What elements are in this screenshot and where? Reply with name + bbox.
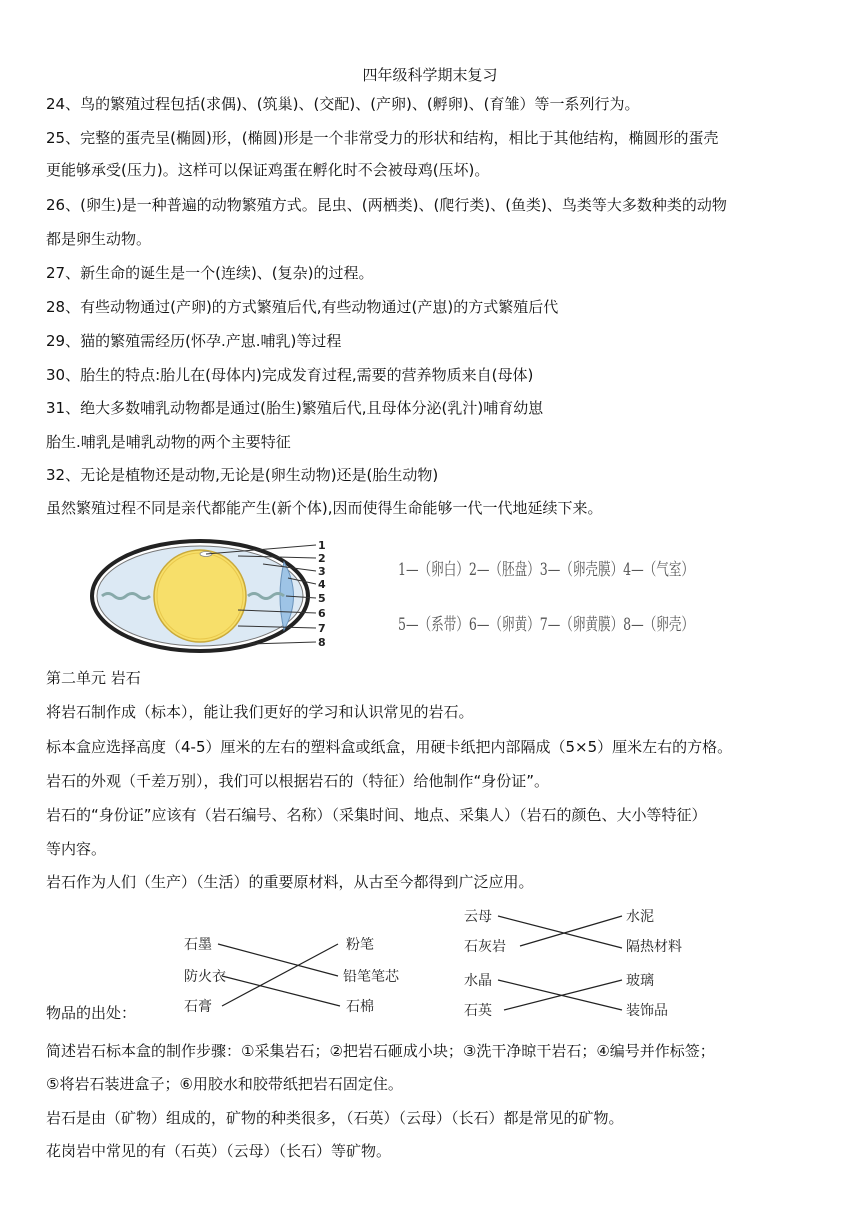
egg-number-label: 1 bbox=[318, 539, 326, 552]
match-item: 粉笔 bbox=[346, 937, 374, 953]
egg-number-label: 2 bbox=[318, 552, 326, 565]
text-line: 胎生.哺乳是哺乳动物的两个主要特征 bbox=[46, 433, 291, 451]
text-line: 花岗岩中常见的有（石英）（云母）（长石）等矿物。 bbox=[46, 1142, 392, 1160]
egg-number-label: 8 bbox=[318, 636, 326, 649]
egg-legend-row: 1—（卵白）2—（胚盘）3—（卵壳膜）4—（气室） bbox=[398, 560, 694, 580]
text-line: 25、完整的蛋壳呈(椭圆)形，(椭圆)形是一个非常受力的形状和结构，相比于其他结构，椭圆形的蛋壳 bbox=[46, 129, 719, 147]
match-item: 石棉 bbox=[346, 999, 374, 1015]
match-item: 装饰品 bbox=[626, 1003, 668, 1019]
text-line: 岩石是由（矿物）组成的，矿物的种类很多，（石英）（云母）（长石）都是常见的矿物。 bbox=[46, 1109, 624, 1127]
text-line: ⑤将岩石装进盒子；⑥用胶水和胶带纸把岩石固定住。 bbox=[46, 1075, 403, 1093]
egg-yolk bbox=[154, 550, 246, 642]
egg-number-label: 7 bbox=[318, 622, 326, 635]
text-line: 31、绝大多数哺乳动物都是通过(胎生)繁殖后代,且母体分泌(乳汁)哺育幼崽 bbox=[46, 399, 544, 417]
text-line: 标本盒应选择高度（4-5）厘米的左右的塑料盒或纸盒，用硬卡纸把内部隔成（5×5）厘米左右的方格。 bbox=[46, 738, 733, 756]
text-line: 等内容。 bbox=[46, 840, 107, 858]
text-line: 30、胎生的特点:胎儿在(母体内)完成发育过程,需要的营养物质来自(母体) bbox=[46, 366, 534, 384]
match-item: 隔热材料 bbox=[626, 939, 682, 955]
match-item: 石膏 bbox=[184, 999, 212, 1015]
match-item: 石英 bbox=[464, 1003, 492, 1019]
text-line: 32、无论是植物还是动物,无论是(卵生动物)还是(胎生动物) bbox=[46, 466, 439, 484]
match-item: 水泥 bbox=[626, 909, 654, 925]
text-line: 27、新生命的诞生是一个(连续)、(复杂)的过程。 bbox=[46, 264, 374, 282]
text-line: 26、(卵生)是一种普遍的动物繁殖方式。昆虫、(两栖类)、(爬行类)、(鱼类)、鸟类等大多数种类的动物 bbox=[46, 196, 727, 214]
egg-legend bbox=[398, 550, 708, 640]
text-line: 24、鸟的繁殖过程包括(求偶)、(筑巢)、(交配)、(产卵)、(孵卵)、(育雏）等一系列行为。 bbox=[46, 95, 640, 113]
section-heading: 第二单元 岩石 bbox=[46, 669, 141, 687]
egg-number-label: 3 bbox=[318, 565, 326, 578]
page-title: 四年级科学期末复习 bbox=[362, 66, 498, 84]
egg-structure-diagram bbox=[88, 534, 338, 660]
matching-diagram-left bbox=[178, 928, 408, 1020]
text-line: 岩石的外观（千差万别），我们可以根据岩石的（特征）给他制作“身份证”。 bbox=[46, 772, 550, 790]
egg-number-label: 6 bbox=[318, 607, 326, 620]
text-line: 更能够承受(压力)。这样可以保证鸡蛋在孵化时不会被母鸡(压坏)。 bbox=[46, 161, 490, 179]
match-item: 石墨 bbox=[184, 937, 212, 953]
text-line: 简述岩石标本盒的制作步骤：①采集岩石；②把岩石砸成小块；③洗干净晾干岩石；④编号并作标签； bbox=[46, 1042, 715, 1060]
text-line: 29、猫的繁殖需经历(怀孕.产崽.哺乳)等过程 bbox=[46, 332, 342, 350]
match-item: 防火衣 bbox=[184, 969, 226, 985]
egg-legend-row: 5—（系带）6—（卵黄）7—（卵黄膜）8—（卵壳） bbox=[398, 615, 694, 635]
match-item: 云母 bbox=[464, 909, 492, 925]
text-line: 岩石作为人们（生产）（生活）的重要原材料，从古至今都得到广泛应用。 bbox=[46, 873, 534, 891]
egg-number-label: 5 bbox=[318, 592, 326, 605]
match-item: 铅笔笔芯 bbox=[343, 969, 399, 985]
text-line: 将岩石制作成（标本），能让我们更好的学习和认识常见的岩石。 bbox=[46, 703, 474, 721]
text-line: 都是卵生动物。 bbox=[46, 230, 152, 248]
match-item: 石灰岩 bbox=[464, 939, 506, 955]
text-line: 岩石的“身份证”应该有（岩石编号、名称）（采集时间、地点、采集人）（岩石的颜色、大小等特征） bbox=[46, 806, 707, 824]
matching-label: 物品的出处： bbox=[46, 1004, 137, 1022]
egg-number-label: 4 bbox=[318, 578, 326, 591]
match-item: 玻璃 bbox=[626, 973, 654, 989]
matching-diagram-right bbox=[460, 900, 720, 1024]
text-line: 虽然繁殖过程不同是亲代都能产生(新个体),因而使得生命能够一代一代地延续下来。 bbox=[46, 499, 603, 517]
match-item: 水晶 bbox=[464, 973, 492, 989]
text-line: 28、有些动物通过(产卵)的方式繁殖后代,有些动物通过(产崽)的方式繁殖后代 bbox=[46, 298, 559, 316]
